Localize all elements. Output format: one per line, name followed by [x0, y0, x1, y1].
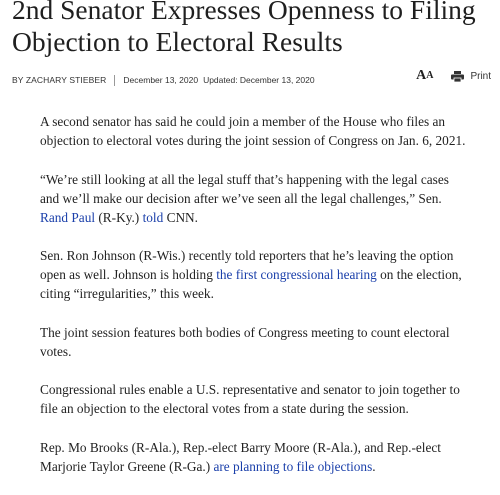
paragraph-6-text-b: . — [372, 458, 376, 474]
told-cnn-link[interactable]: told — [142, 209, 164, 225]
article-body — [40, 112, 468, 495]
article-tools — [416, 68, 491, 84]
paragraph-2 — [40, 170, 468, 227]
paragraph-3 — [40, 246, 468, 303]
paragraph-3-text-b: on the election, citing “irregularities,” this week. — [40, 267, 462, 301]
publish-date: December 13, 2020 — [123, 75, 199, 85]
print-label: Print — [470, 70, 491, 82]
paragraph-2-text-b: (R-Ky.) — [95, 209, 143, 225]
paragraph-1: A second senator has said he could join a member of the House who files an objection to electoral votes during the joint session of Congress on Jan. 6, 2021. — [40, 114, 466, 148]
print-button[interactable] — [451, 71, 491, 82]
font-size-small-glyph: A — [426, 70, 434, 81]
updated-date: Updated: December 13, 2020 — [203, 75, 315, 85]
paragraph-4: The joint session features both bodies of Congress meeting to count electoral votes. — [40, 324, 450, 359]
font-size-icon[interactable] — [416, 68, 433, 84]
paragraph-6 — [40, 438, 468, 476]
byline-divider — [114, 75, 115, 86]
author-name[interactable]: BY ZACHARY STIEBER — [12, 75, 107, 85]
paragraph-2-text-a: “We’re still looking at all the legal stuff that’s happening with the legal cases and we’ll make our decision after we’ve seen all the legal challenges,” Sen. — [40, 171, 449, 206]
rand-paul-link[interactable]: Rand Paul — [40, 209, 96, 225]
paragraph-2-text-c: CNN. — [163, 209, 198, 225]
file-objections-link[interactable]: are planning to file objections — [213, 458, 373, 474]
congressional-hearing-link[interactable]: the first congressional hearing — [216, 267, 377, 282]
paragraph-6-text-a: Rep. Mo Brooks (R-Ala.), Rep.-elect Barry Moore (R-Ala.), and Rep.-elect Marjorie Taylor Greene (R-Ga.) — [40, 439, 442, 474]
paragraph-3-text-a: Sen. Ron Johnson (R-Wis.) recently told reporters that he’s leaving the option open as well. Johnson is holding — [40, 248, 454, 282]
article-headline: 2nd Senator Expresses Openness to Filing Objection to Electoral Results — [12, 0, 476, 57]
font-size-large-glyph: A — [416, 68, 427, 83]
paragraph-5: Congressional rules enable a U.S. representative and senator to join together to file an objection to the electoral votes from a state during the session. — [40, 382, 460, 416]
printer-icon — [451, 71, 464, 82]
